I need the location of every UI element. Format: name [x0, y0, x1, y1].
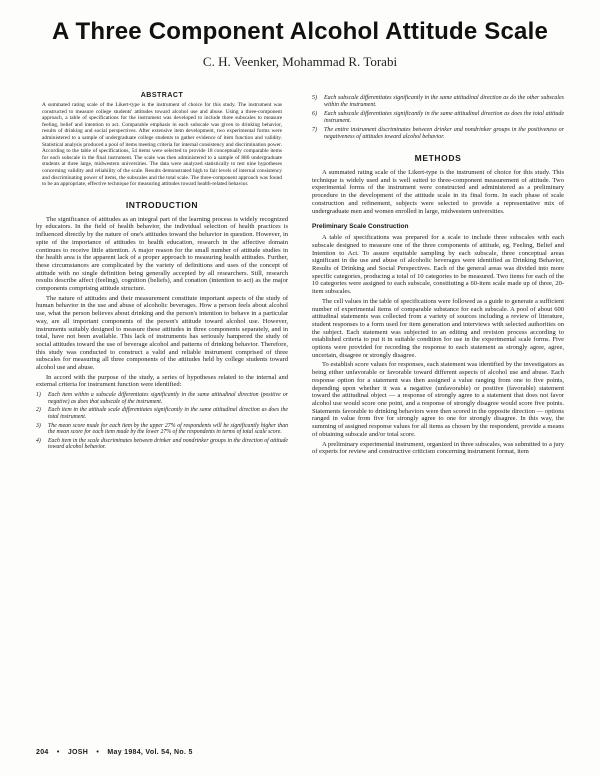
- methods-paragraph-4: To establish score values for responses, each statement was identified by the investigators as being either unfavorable or favorable toward different aspects of alcohol use and abuse. Each response option for a statement was then assigned a value ranging from one to five points, depending upon whether it was a negative (unfavorable) or positive (favorable) statement toward the attitudinal object — a response of strongly agree to a statement that does not favor alcohol use would score one point, and a response of strongly disagree would score five points. Statements favorable to drinking behaviors were then scored in the opposite direction — options ranged in value from five for strongly agree to one for strongly disagree. In this way, the summing of assigned response values for all items as chosen by the respondent, provide a means of obtaining subscale and/or total score.: [312, 361, 564, 438]
- intro-paragraph-2: The nature of attitudes and their measurement constitute important aspects of the study of human behavior in the use and abuse of alcoholic beverages. How a person feels about alcohol use, what the person believes about drinking and the person's intention to behave in a particular way, are all important components of the person's attitude toward alcohol use. However, instruments suitably designed to measure these attitudes in three components separately, and in total, have not been available. This lack of instruments has seriously hampered the study of social attitudes toward the use of beverage alcohol and patterns of drinking behavior. Therefore, this study was conducted to construct a valid and reliable instrument comprised of three subscales for measuring all three components of the attitudes held by college students toward alcohol use and abuse.: [36, 294, 288, 372]
- hypothesis-item: 6) Each subscale differentiates significantly in the same attitudinal direction as does the total attitude instrument.: [312, 111, 564, 124]
- methods-paragraph-1: A summated rating scale of the Likert-type is the instrument of choice for this study. This technique is widely used and is well suited to three-component measurement of attitude. Two experimental forms of the instrument were constructed and administered as a preliminary procedure in the development of the attitude scale in its final form. In each phase of scale construction and refinement, subjects were selected to provide a representative mix of undergraduate men and women enrolled in large, midwestern universities.: [312, 169, 564, 215]
- methods-heading: METHODS: [414, 153, 462, 163]
- bullet-separator: •: [56, 749, 60, 756]
- introduction-heading: INTRODUCTION: [125, 199, 199, 210]
- intro-paragraph-1: The significance of attitudes as an integral part of the learning process is widely recognized by educators. In the field of health behavior, the individual selection of health practices is influenced directly by the nature of one's attitudes toward the behavior in question. However, in spite of the importance of attitudes to health education, research in the affective domain continues to receive little attention. A major reason for the small number of attitude studies in the health area is the apparent lack of a proper approach to measuring health attitudes. Further, these circumstances are complicated by the variety of definitions and uses of the concept of attitude with no single definition being generally accepted by all researchers. Still, research results describe affect (feeling), cognition (beliefs), and conation (intention to act) as the major components comprising attitude structure.: [36, 215, 288, 293]
- bullet-separator: •: [96, 749, 100, 756]
- abstract-heading: ABSTRACT: [140, 92, 184, 99]
- hypotheses-list-right: [312, 95, 564, 141]
- hypothesis-item: 1) Each item within a subscale differentiates significantly in the same attitudinal direction (positive or negative) as does that subscale of the instrument.: [36, 392, 288, 405]
- journal-issue: May 1984, Vol. 54, No. 5: [107, 749, 193, 756]
- methods-paragraph-2: A table of specifications was prepared for a scale to include three subscales with each subscale designed to measure one of the three components of attitude, eg, Feeling, Belief and Intention to Act. To assure equitable sampling by each subscale, three conceptual areas significant in the use and abuse of alcoholic beverages were identified as Drinking Behavior, Results of Drinking and Social Perspectives. Each of the general areas was divided into more specific categories, producing a total of 10 categories to be measured. Two items for each of the 10 categories were assigned to each subscale, constituting a 60-item scale made up of three, 20-item subscales.: [312, 234, 564, 296]
- methods-paragraph-5: A preliminary experimental instrument, organized in three subscales, was submitted to a jury of experts for review and constructive criticism concerning instrument format, item: [312, 440, 564, 456]
- right-column: [312, 92, 564, 458]
- hypothesis-item: 2) Each item in the attitude scale differentiates significantly in the same attitudinal direction as does the total instrument.: [36, 407, 288, 420]
- left-column: [36, 92, 288, 453]
- article-authors: C. H. Veenker, Mohammad R. Torabi: [202, 54, 398, 69]
- hypothesis-item: 3) The mean score made for each item by the upper 27% of respondents will be significantly higher than the mean score for each item made by the lower 27% of the respondents in terms of total scale score.: [36, 422, 288, 436]
- hypotheses-list-left: [36, 392, 288, 451]
- journal-name: JOSH: [67, 749, 89, 756]
- hypothesis-item: 5) Each subscale differentiates significantly in the same attitudinal direction as do the other subscales within the instrument.: [312, 95, 564, 108]
- article-title: A Three Component Alcohol Attitude Scale: [51, 18, 549, 45]
- methods-paragraph-3: The cell values in the table of specifications were followed as a guide to generate a sufficient number of experimental items of comparable substance for each subscale. A pool of about 600 attitudinal statements was collected from a variety of sources including a review of literature, student responses to a form used for item generation and interviews with selected authorities on the subject. Each statement was subjected to an editing and revision process according to established criteria to put it in suitable condition for use in the experimental scale forms. Five options were provided for recording the response to each statement as strongly agree, agree, uncertain, disagree or strongly disagree.: [312, 297, 564, 359]
- hypothesis-item: 4) Each item in the scale discriminates between drinker and nondrinker groups in the direction of attitude toward alcohol behavior.: [36, 437, 288, 451]
- hypothesis-item: 7) The entire instrument discriminates between drinker and nondrinker groups in the positiveness or negativeness of attitudes toward alcohol behavior.: [312, 127, 564, 140]
- preliminary-construction-subheading: Preliminary Scale Construction: [312, 223, 409, 231]
- page-number: 204: [36, 749, 49, 756]
- page-footer: [36, 749, 576, 756]
- abstract-text: A summated rating scale of the Likert-type is the instrument of choice for this study. The instrument was constructed to measure college students' attitudes toward alcohol use and abuse. Using a three-component approach, a table of specifications for the instrument was developed to include three subscales to measure feeling, belief and intention to act. Comparable emphasis in each subscale was given to drinking behavior, results of drinking and social perspectives. After extensive item development, two experimental forms were administered to a sample of undergraduate college students to gather evidence of item function and validity. Statistical analysis produced a pool of items meeting criteria for internal consistency and discrimination power. According to the table of specifications, 54 items were selected to provide 18 conceptually comparable items for each subscale in the final instrument. The scale was then administered to a sample of 880 undergraduate students at three large, midwestern universities. The data were analyzed statistically to test nine hypotheses concerning validity and reliability of the scale. Results demonstrated high to fair levels of internal consistency and discriminating power of items, the subscales and the total scale. The three-component approach was found to be an appropriate, effective technique for measuring attitudes toward health-related behavior.: [42, 102, 282, 188]
- intro-paragraph-3: In accord with the purpose of the study, a series of hypotheses related to the internal and external criteria for instrument function were identified:: [36, 373, 288, 389]
